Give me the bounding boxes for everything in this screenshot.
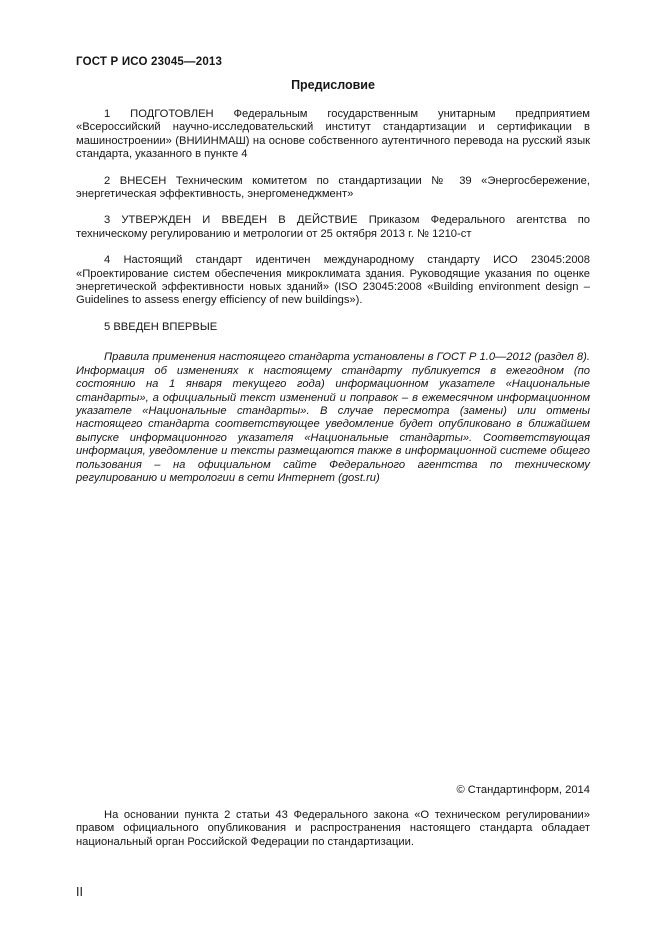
foreword-paragraph-2: 2 ВНЕСЕН Техническим комитетом по стандартизации № 39 «Энергосбережение, энергетическая эффективность, энергоменеджмент» (76, 174, 590, 201)
application-rules-note: Правила применения настоящего стандарта установлены в ГОСТ Р 1.0—2012 (раздел 8). Информация об изменениях к настоящему стандарту публикуется в ежегодном (по состоянию на 1 января текущего года) информационном указателе «Национальные стандарты», а официальный текст изменений и поправок – в ежемесячном информационном указателе «Национальные стандарты». В случае пересмотра (замены) или отмены настоящего стандарта соответствующее уведомление будет опубликовано в ближайшем выпуске информационного указателя «Национальные стандарты». Соответствующая информация, уведомление и тексты размещаются также в информационной системе общего пользования – на официальном сайте Федерального агентства по техническому регулированию и метрологии в сети Интернет (gost.ru) (76, 351, 590, 484)
page-content-column (76, 56, 590, 485)
copyright-line: © Стандартинформ, 2014 (456, 784, 590, 796)
foreword-paragraph-3: 3 УТВЕРЖДЕН И ВВЕДЕН В ДЕЙСТВИЕ Приказом Федерального агентства по техническому регулированию и метрологии от 25 октября 2013 г. № 1210-ст (76, 214, 590, 240)
foreword-paragraph-4: 4 Настоящий стандарт идентичен международному стандарту ИСО 23045:2008 «Проектирование систем обеспечения микроклимата здания. Руководящие указания по оценке энергетической эффективности новых зданий» (ISO 23045:2008 «Building environment design – Guidelines to assess energy efficiency of new buildings»). (76, 254, 590, 307)
document-code-header: ГОСТ Р ИСО 23045—2013 (76, 56, 223, 68)
page-number: II (76, 885, 83, 899)
foreword-paragraph-1: 1 ПОДГОТОВЛЕН Федеральным государственным унитарным предприятием «Всероссийский научно-исследовательский институт стандартизации и сертификации в машиностроении» (ВНИИНМАШ) на основе собственного аутентичного перевода на русский язык стандарта, указанного в пункте 4 (76, 108, 590, 161)
foreword-paragraph-5: 5 ВВЕДЕН ВПЕРВЫЕ (104, 320, 218, 333)
legal-publication-note: На основании пункта 2 статьи 43 Федерального закона «О техническом регулировании» правом официального опубликования и распространения настоящего стандарта обладает национальный орган Российской Федерации по стандартизации. (76, 809, 590, 848)
section-title: Предисловие (291, 78, 375, 92)
